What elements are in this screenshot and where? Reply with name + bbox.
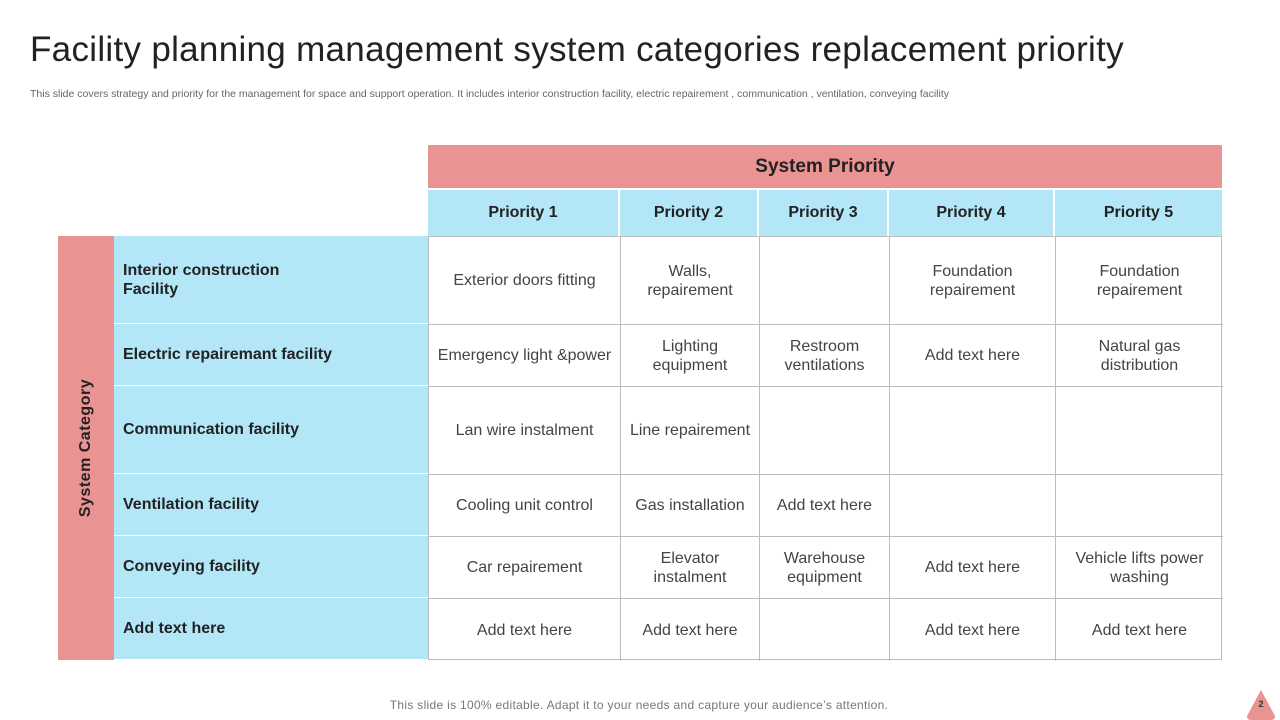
page-number: 2 [1258,699,1264,709]
table-cell: Walls, repairement [621,237,760,325]
category-label: Interior construction Facility [114,236,428,324]
table-cell [1056,387,1223,475]
table-cell: Natural gas distribution [1056,325,1223,387]
category-label: Conveying facility [114,536,428,598]
table-cell: Add text here [890,325,1056,387]
table-cell: Exterior doors fitting [429,237,621,325]
table-cell: Gas installation [621,475,760,537]
table-cell: Vehicle lifts power washing [1056,537,1223,599]
table-cell: Cooling unit control [429,475,621,537]
page-title: Facility planning management system categories replacement priority [30,30,1124,69]
system-category-label: System Category [77,378,94,518]
table-cell: Lan wire instalment [429,387,621,475]
table-cell [760,237,890,325]
category-label: Electric repairemant facility [114,324,428,386]
table-cell: Warehouse equipment [760,537,890,599]
system-priority-header: System Priority [428,145,1222,188]
table-cell: Elevator instalment [621,537,760,599]
priority-grid [428,236,1222,660]
page-subtitle: This slide covers strategy and priority for the management for space and support operation. It includes interior construction facility, electric repairement , communication , ventilation, conveying facility [30,88,949,100]
priority-header-1: Priority 1 [428,190,620,236]
table-cell: Add text here [621,599,760,661]
table-cell: Emergency light &power [429,325,621,387]
table-cell: Restroom ventilations [760,325,890,387]
table-cell: Car repairement [429,537,621,599]
table-cell [890,387,1056,475]
priority-header-2: Priority 2 [620,190,759,236]
table-cell: Add text here [760,475,890,537]
table-cell: Foundation repairement [890,237,1056,325]
priority-header-5: Priority 5 [1055,190,1222,236]
table-cell: Line repairement [621,387,760,475]
system-category-label-wrap [58,236,114,660]
priority-header-3: Priority 3 [759,190,889,236]
category-label: Add text here [114,598,428,660]
table-cell [760,387,890,475]
table-cell: Lighting equipment [621,325,760,387]
table-cell [890,475,1056,537]
table-cell: Foundation repairement [1056,237,1223,325]
priority-header-row [428,190,1222,236]
table-cell [1056,475,1223,537]
table-cell [760,599,890,661]
priority-header-4: Priority 4 [889,190,1055,236]
table-cell: Add text here [1091,621,1188,639]
table-cell: Add text here [890,599,1056,661]
footer-note: This slide is 100% editable. Adapt it to your needs and capture your audience’s attention. [389,698,889,712]
category-label: Ventilation facility [114,474,428,536]
table-cell: Add text here [890,537,1056,599]
table-cell: Add text here [429,599,621,661]
category-label: Communication facility [114,386,428,474]
